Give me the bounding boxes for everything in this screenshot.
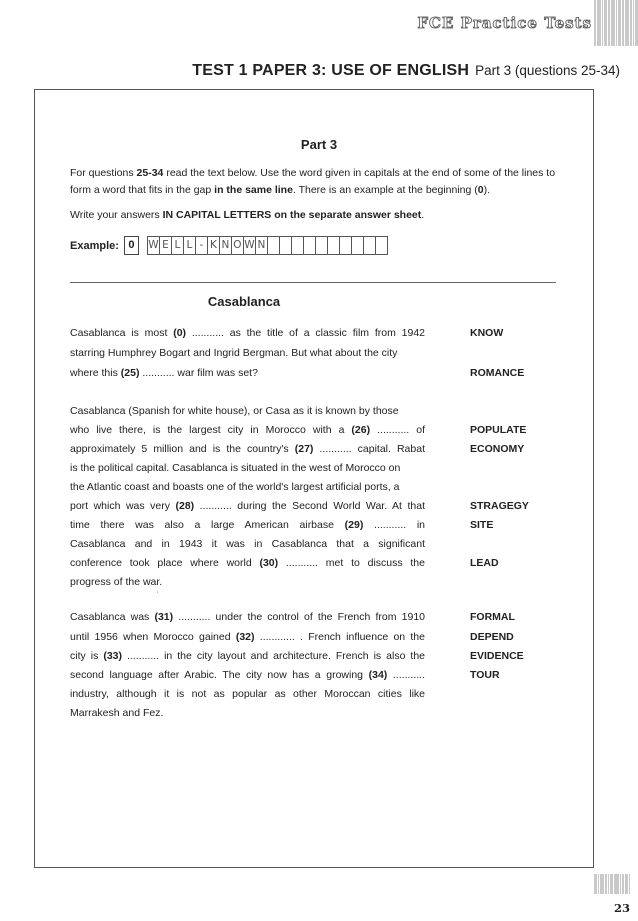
answer-cell [375,236,388,255]
answer-cell [363,236,375,255]
text-line: is the political capital. Casablanca is situated in the west of Morocco on [70,462,401,474]
keyword-populate: POPULATE [470,424,527,436]
keyword-romance: ROMANCE [470,367,525,379]
decorative-barcode-bottom [594,874,632,894]
answer-cell [303,236,315,255]
keyword-know: KNOW [470,327,504,339]
text-line: port which was very (28) ........... during the Second World War. At that [70,500,425,512]
text-line: Marrakesh and Fez. [70,707,164,719]
keyword-depend: DEPEND [470,631,514,643]
text-line: Casablanca and in 1943 it was in Casablanca that a significant [70,538,425,550]
stray-mark: ' [157,592,159,598]
text-line: second language after Arabic. The city now has a growing (34) ........... [70,669,425,681]
text-line: the Atlantic coast and boasts one of the world's largest artificial ports, a [70,481,400,493]
example-number: 0 [124,236,139,255]
text-line: Casablanca was (31) ........... under the control of the French from 1910 [70,611,426,623]
text-line: conference took place where world (30) ........... met to discuss the [70,557,425,569]
part-heading: Part 3 [300,137,338,152]
section-divider [70,282,556,283]
test-title-main: TEST 1 PAPER 3: USE OF ENGLISH [192,62,470,79]
keyword-evidence: EVIDENCE [470,650,524,662]
text-line: approximately 5 million and is the country's (27) ........... capital. Rabat [70,443,425,455]
keyword-site: SITE [470,519,494,531]
text-line: industry, although it is not as popular as other Moroccan cities like [70,688,425,700]
example-row [70,236,388,255]
instructions-paragraph-2: Write your answers IN CAPITAL LETTERS on the separate answer sheet. [70,209,425,221]
test-title-sub: Part 3 (questions 25-34) [475,63,620,78]
answer-cell [327,236,339,255]
answer-cell: W [147,236,159,255]
article-title: Casablanca [207,294,281,309]
answer-cell [351,236,363,255]
text-line: where this (25) ........... war film was set? [70,367,258,379]
text-line: progress of the war. [70,576,163,588]
text-line: time there was also a large American airbase (29) ........... in [70,519,425,531]
answer-cell: L [171,236,183,255]
keyword-stragegy: STRAGEGY [470,500,529,512]
text-line: Casablanca is most (0) ........... as the title of a classic film from 1942 [70,327,425,339]
instructions-paragraph-1: For questions 25-34 read the text below. Use the word given in capitals at the end of some of the lines to form a word that fits in the gap in the same line. There is an example at the beginning (0). [70,167,556,196]
example-label: Example: [70,239,119,252]
answer-cell [291,236,303,255]
answer-cell: - [195,236,207,255]
text-line: city is (33) ........... in the city layout and architecture. French is also the [70,650,425,662]
answer-cell: W [243,236,255,255]
example-answer-cells [147,236,388,255]
answer-cell: K [207,236,219,255]
text-line: starring Humphrey Bogart and Ingrid Bergman. But what about the city [70,347,398,359]
text-line: until 1956 when Morocco gained (32) ............ . French influence on the [70,631,425,643]
answer-cell: N [255,236,267,255]
exercise-frame [34,89,594,868]
keyword-economy: ECONOMY [470,443,525,455]
answer-cell [315,236,327,255]
answer-cell: L [183,236,195,255]
series-title: FCE Practice Tests [417,14,592,32]
keyword-formal: FORMAL [470,611,515,623]
answer-cell [339,236,351,255]
decorative-barcode-top [594,0,638,46]
answer-cell [267,236,279,255]
test-title [0,62,620,80]
page-number: 23 [613,901,630,915]
keyword-tour: TOUR [470,669,500,681]
keyword-lead: LEAD [470,557,499,569]
answer-cell: E [159,236,171,255]
answer-cell: O [231,236,243,255]
answer-cell [279,236,291,255]
answer-cell: N [219,236,231,255]
text-line: who live there, is the largest city in Morocco with a (26) ........... of [70,424,425,436]
text-line: Casablanca (Spanish for white house), or Casa as it is known by those [70,405,399,417]
